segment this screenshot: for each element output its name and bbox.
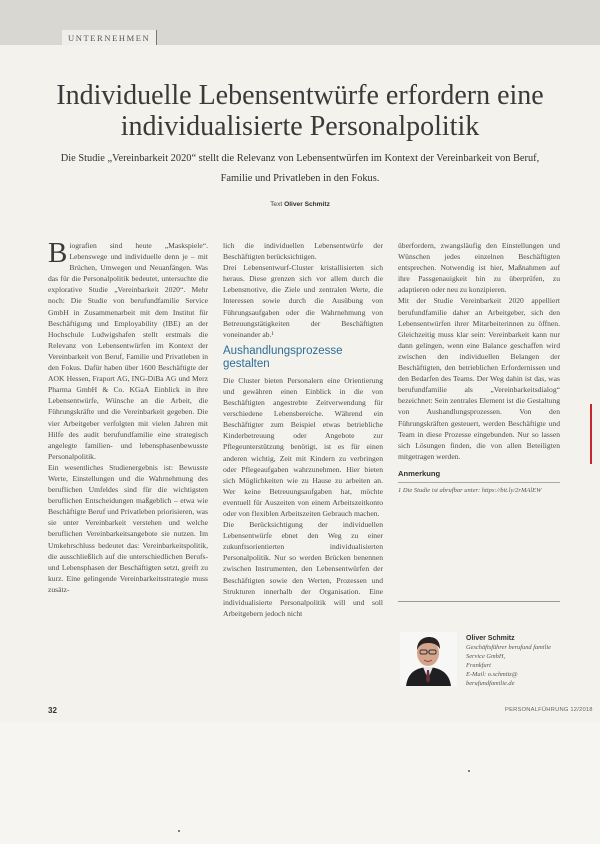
author-divider [398, 601, 560, 602]
author-role: Geschäftsführer berufund familie Service GmbH, [466, 644, 551, 661]
paragraph: Die Berücksichtigung der individuellen Lebensentwürfe ebnet den Weg zu einer zukunftsorientierten individualisierten Personalpolitik. Nur so werden Brücken benennen zwischen Instrumenten, den Lebensentwürfen der Beschäftigten sowie den Werten, Prozessen und Strukturen innerhalb der Organisation. Eine individualisierte Personalpolitik will und soll Arbeitgebern jedoch nicht [223, 520, 383, 618]
drop-cap: B [48, 237, 68, 269]
scan-speck [178, 830, 180, 832]
article-title: Individuelle Lebensentwürfe erfordern eine individualisierte Personalpolitik [56, 80, 544, 142]
text-column-2 [223, 240, 383, 619]
paragraph: Drei Lebensentwurf-Cluster kristallisierten sich heraus. Diese grenzen sich vor allem durch die Lebensmotive, die Ziele und zentralen Werte, die Interessen sowie durch die Ausübung von Führungsaufgaben oder die Wahrnehmung von Betreuungstätigkeiten der Beschäftigten voneinander ab.¹ [223, 263, 383, 339]
accent-bar [590, 404, 592, 464]
author-city: Frankfurt [466, 662, 491, 670]
paragraph: überfordern, zwangsläufig den Einstellungen und Wünschen jedes einzelnen Beschäftigten entsprechen. Notwendig ist hier, Maßnahmen auf ihre Passgenauigkeit hin zu überprüfen, zu adaptieren oder neu zu konzipieren. [398, 241, 560, 295]
note-text: 1 Die Studie ist abrufbar unter: https://bit.ly/2rMAlEW [398, 486, 542, 494]
byline-prefix: Text [270, 201, 283, 208]
article-subtitle: Die Studie „Vereinbarkeit 2020“ stellt die Relevanz von Lebensentwürfen im Kontext der Vereinbarkeit von Beruf, Familie und Privatleben in den Fokus. [60, 153, 540, 184]
page-number: 32 [48, 706, 57, 715]
byline [0, 201, 600, 208]
section-label: UNTERNEHMEN [62, 30, 157, 45]
portrait-illustration [400, 632, 457, 686]
note-divider [398, 482, 560, 483]
paragraph: Die Cluster bieten Personalern eine Orientierung und gewähren einen Einblick in die von Beschäftigten angestrebte Zeitverwendung für verschiedene Lebensbereiche. Während ein Beschäftigter zum Beispiel etwas betriebliche Kinderbetreuung oder Angebote zur Pflegeunterstützung benötigt, ist es für einen anderen wichtig, Zeit mit Kindern zu verbringen oder Pflegeaufgaben wahrzunehmen. Hier bieten sich Möglichkeiten wie zu Hause zu arbeiten an. Wer keine Betreuungsaufgaben hat, möchte eventuell für Auszeiten von einem Arbeitszeitkonto oder von flexiblen Arbeitszeiten Gebrauch machen. [223, 375, 383, 518]
text-column-1 [48, 237, 208, 595]
byline-author: Oliver Schmitz [284, 201, 330, 208]
author-portrait [400, 632, 457, 686]
paragraph-text: iografien sind heute „Maskspiele“. Lebenswege und individuelle denn je – mit Brüchen, Umwegen und Neuanfängen. Was das für die Personalpolitik bedeutet, untersuchte die explorative Studie „Vereinbarkeit 2020“. Mehr noch: Die Studie von berufundfamilie Service GmbH in Zusammenarbeit mit dem Institut für Beschäftigung und Employability (IBE) an der Hochschule Ludwigshafen stellt erstmals die Relevanz von Lebensentwürfen im Kontext der Vereinbarkeit von Beruf, Familie und Privatleben in den Fokus. Dafür haben über 1600 Beschäftigte der AOK Hessen, Fraport AG, ING-DiBa AG und Merz Pharma GmbH & Co. KGaA Einblick in ihre Lebensentwürfe, Wünsche an die Arbeit, die Führungskräfte und die Vereinbarkeit gegeben. Die vier Arbeitgeber verfolgten mit vielen Jahren mit Hilfe des audit berufundfamilie eine strategisch angelegte familien- und lebensphasenbewusste Personalpolitik. [48, 241, 208, 461]
author-info [466, 634, 566, 689]
author-name: Oliver Schmitz [466, 635, 515, 642]
author-email-domain: berufundfamilie.de [466, 680, 515, 688]
note-heading: Anmerkung [398, 468, 441, 478]
paragraph: lich die individuellen Lebensentwürfe der Beschäftigten berücksichtigen. [223, 241, 383, 262]
paragraph: Ein wesentliches Studienergebnis ist: Bewusste Werte, Einstellungen und die Wahrnehmung des beruflichen Umfeldes sind für die wichtigsten beruflichen Entscheidungen maßgeblich – etwa wie Beschäftigte Beruf und Privatleben priorisieren, was sie unter Vereinbarkeit verstehen und welche beruflichen Vereinbarkeitsangebote sie nutzen. Im Umkehrschluss bedeutet das: Vereinbarkeitspolitik, die ausschließlich auf die unterschiedlichen Berufs- und Lebensphasen der Beschäftigten setzt, greift zu kurz. Eine gelingende Vereinbarkeitsstrategie muss zusätz- [48, 462, 208, 594]
scan-margin [0, 722, 600, 844]
paragraph: Mit der Studie Vereinbarkeit 2020 appelliert berufundfamilie daher an Arbeitgeber, sich den Lebensentwürfen ihrer Mitarbeiterinnen zu öffnen. Gleichzeitig muss klar sein: Vereinbarkeit kann nur dann gelingen, wenn eine Balance geschaffen wird zwischen den individuellen Belangen der Beschäftigten, den betrieblichen Erfordernissen und den Bedarfen des Teams. Der Weg dahin ist das, was berufundfamilie als „Vereinbarkeitsdialog“ bezeichnet: Sein zentrales Element ist die Gestaltung von Aushandlungsprozessen. Von den Führungskräften gesteuert, werden Beschäftigte und Team in diese Prozesse eingebunden. Nur so lassen sich Lösungen finden, die von allen Beteiligten mitgetragen werden. [398, 296, 560, 461]
section-subheading: Aushandlungsprozesse gestalten [223, 344, 343, 370]
author-email-label: E-Mail: o.schmitz@ [466, 671, 518, 679]
paragraph [48, 237, 208, 462]
text-column-3 [398, 240, 560, 495]
scan-speck [468, 770, 470, 772]
magazine-footer: PERSONALFÜHRUNG 12/2018 [505, 707, 593, 713]
